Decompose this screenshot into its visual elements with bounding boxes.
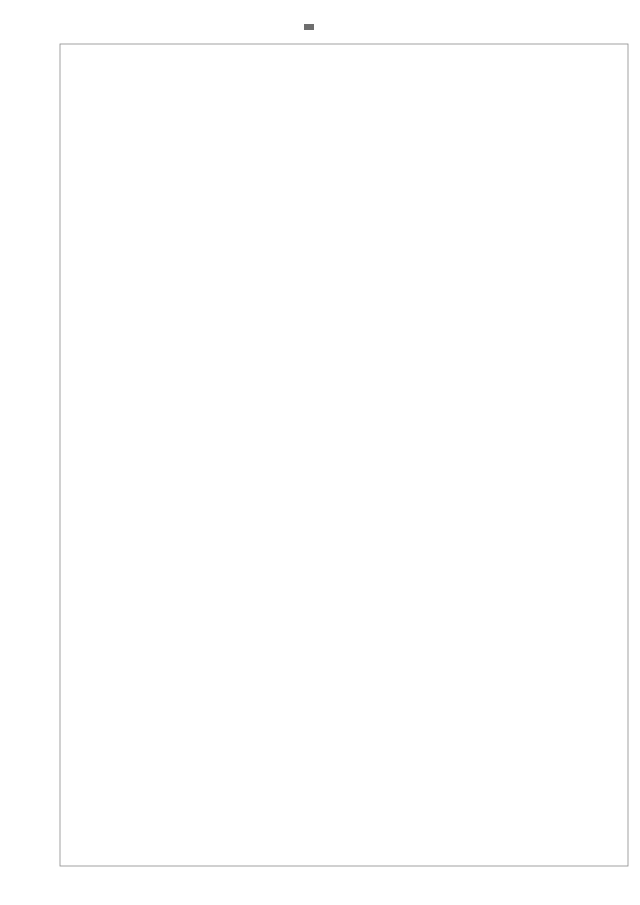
page-number-mark bbox=[304, 24, 314, 30]
table-frame bbox=[60, 44, 628, 866]
